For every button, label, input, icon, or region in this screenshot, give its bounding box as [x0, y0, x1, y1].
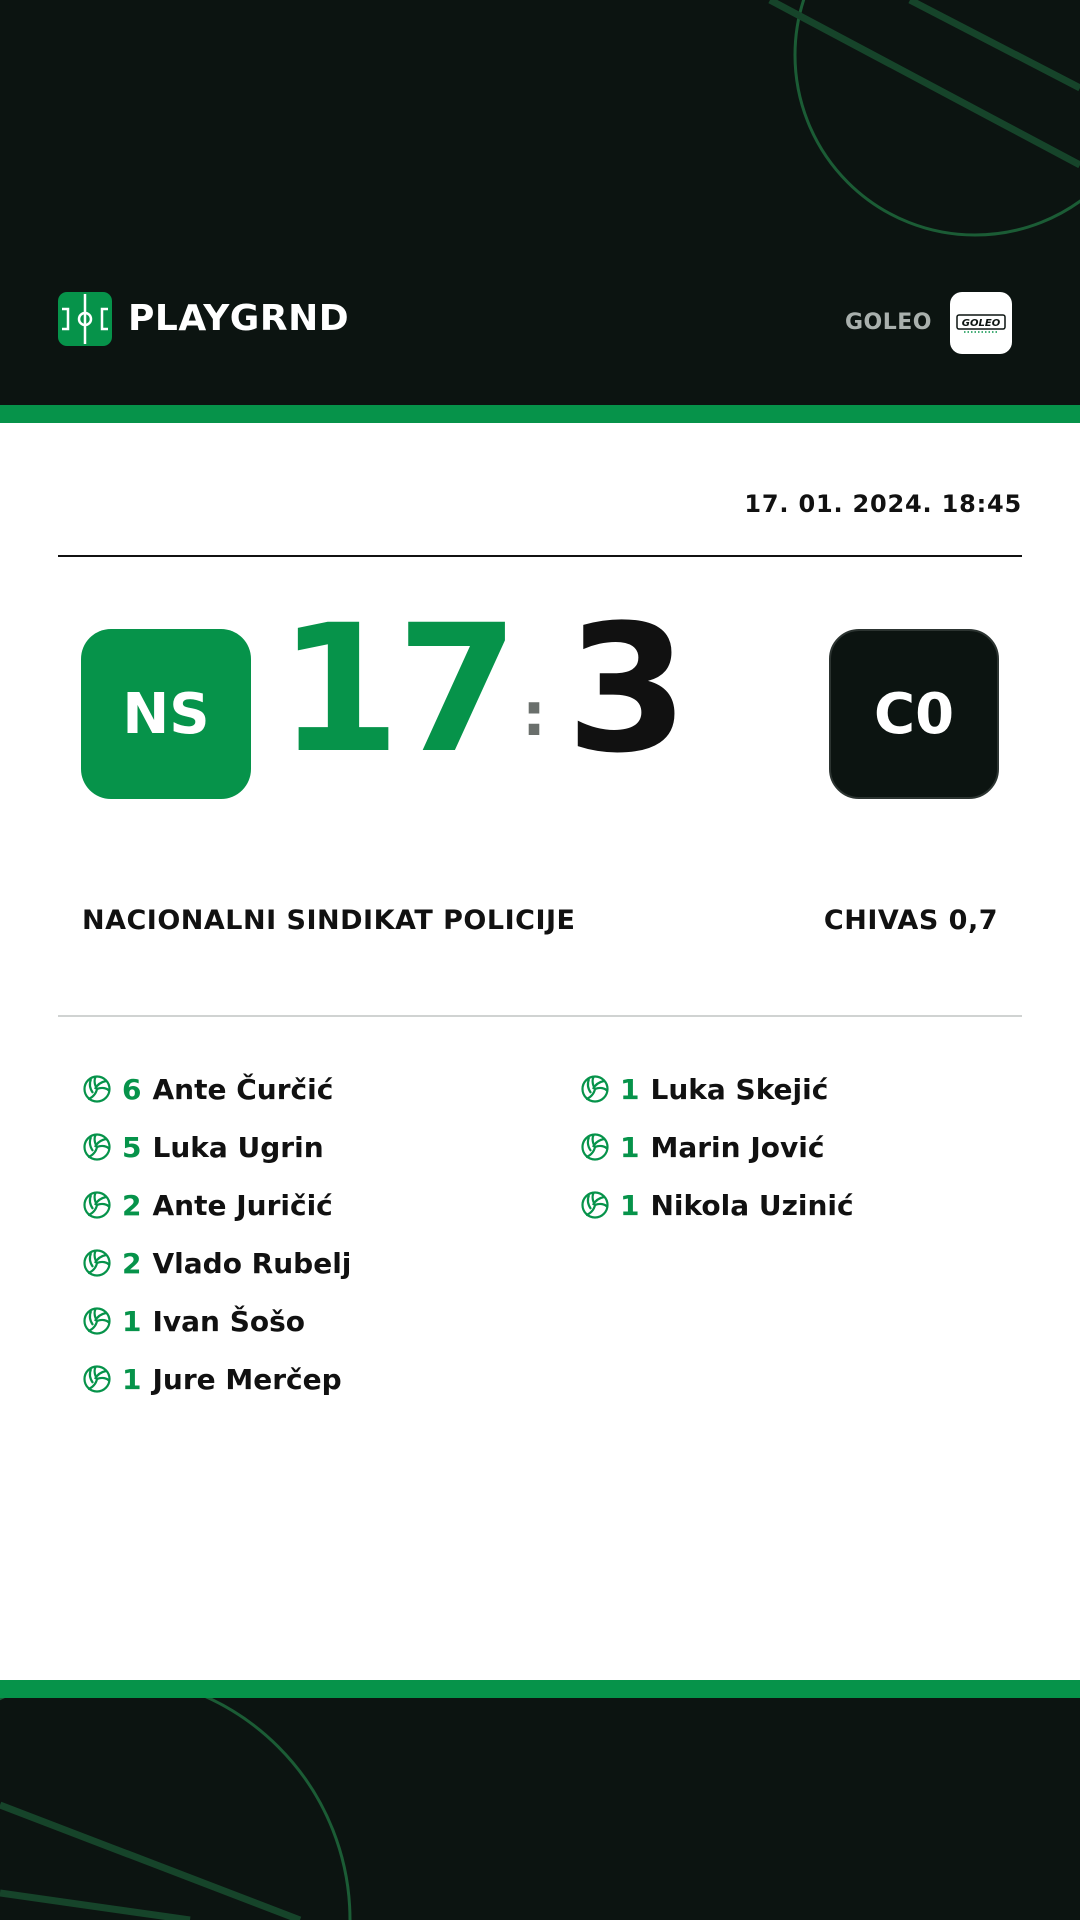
brand-name: PLAYGRND: [128, 298, 350, 339]
scorer-row: [82, 1350, 562, 1408]
volleyball-icon: [82, 1132, 112, 1162]
player-name: Nikola Uzinić: [650, 1188, 854, 1222]
player-name: Ante Čurčić: [152, 1072, 334, 1106]
scorer-row: [82, 1176, 562, 1234]
accent-bar-top: [0, 405, 1080, 423]
playgrnd-logo-icon: [58, 292, 112, 346]
scorer-row: [580, 1118, 1060, 1176]
volleyball-icon: [82, 1306, 112, 1336]
scorer-row: [82, 1118, 562, 1176]
player-name: Luka Skejić: [650, 1072, 829, 1106]
goal-count: 2: [122, 1246, 142, 1280]
home-team-badge: NS: [81, 629, 251, 799]
goal-count: 6: [122, 1072, 142, 1106]
volleyball-icon: [580, 1190, 610, 1220]
header-banner: [0, 0, 1080, 405]
player-name: Ante Juričić: [152, 1188, 333, 1222]
scorer-row: [82, 1234, 562, 1292]
divider: [58, 1015, 1022, 1017]
home-scorers-list: [82, 1060, 562, 1408]
score-separator: :: [522, 680, 546, 750]
goal-count: 1: [620, 1188, 640, 1222]
player-name: Marin Jović: [650, 1130, 825, 1164]
away-team-name: CHIVAS 0,7: [823, 905, 998, 936]
goleo-logo: [950, 292, 1012, 354]
player-name: Ivan Šošo: [152, 1304, 306, 1338]
player-name: Vlado Rubelj: [152, 1246, 352, 1280]
away-scorers-list: [580, 1060, 1060, 1234]
volleyball-icon: [580, 1074, 610, 1104]
goal-count: 1: [620, 1130, 640, 1164]
divider: [58, 555, 1022, 557]
volleyball-icon: [82, 1074, 112, 1104]
scorer-row: [580, 1176, 1060, 1234]
volleyball-icon: [82, 1364, 112, 1394]
scorer-row: [82, 1060, 562, 1118]
volleyball-icon: [82, 1248, 112, 1278]
goal-count: 1: [122, 1362, 142, 1396]
goleo-logo-text: GOLEO: [961, 318, 1001, 329]
player-name: Jure Merčep: [152, 1362, 342, 1396]
volleyball-icon: [82, 1190, 112, 1220]
volleyball-icon: [580, 1132, 610, 1162]
scorer-row: [82, 1292, 562, 1350]
home-score: 17: [278, 587, 515, 792]
goal-count: 1: [620, 1072, 640, 1106]
player-name: Luka Ugrin: [152, 1130, 324, 1164]
home-team-name: NACIONALNI SINDIKAT POLICIJE: [82, 905, 576, 936]
goal-count: 2: [122, 1188, 142, 1222]
pitch-lines-decoration: [0, 1698, 1080, 1920]
partner-label: GOLEO: [844, 310, 932, 335]
scorer-row: [580, 1060, 1060, 1118]
away-team-badge: C0: [829, 629, 999, 799]
match-datetime: 17. 01. 2024. 18:45: [744, 490, 1022, 518]
goal-count: 1: [122, 1304, 142, 1338]
away-score: 3: [566, 587, 689, 792]
footer-banner: [0, 1698, 1080, 1920]
goal-count: 5: [122, 1130, 142, 1164]
accent-bar-bottom: [0, 1680, 1080, 1698]
